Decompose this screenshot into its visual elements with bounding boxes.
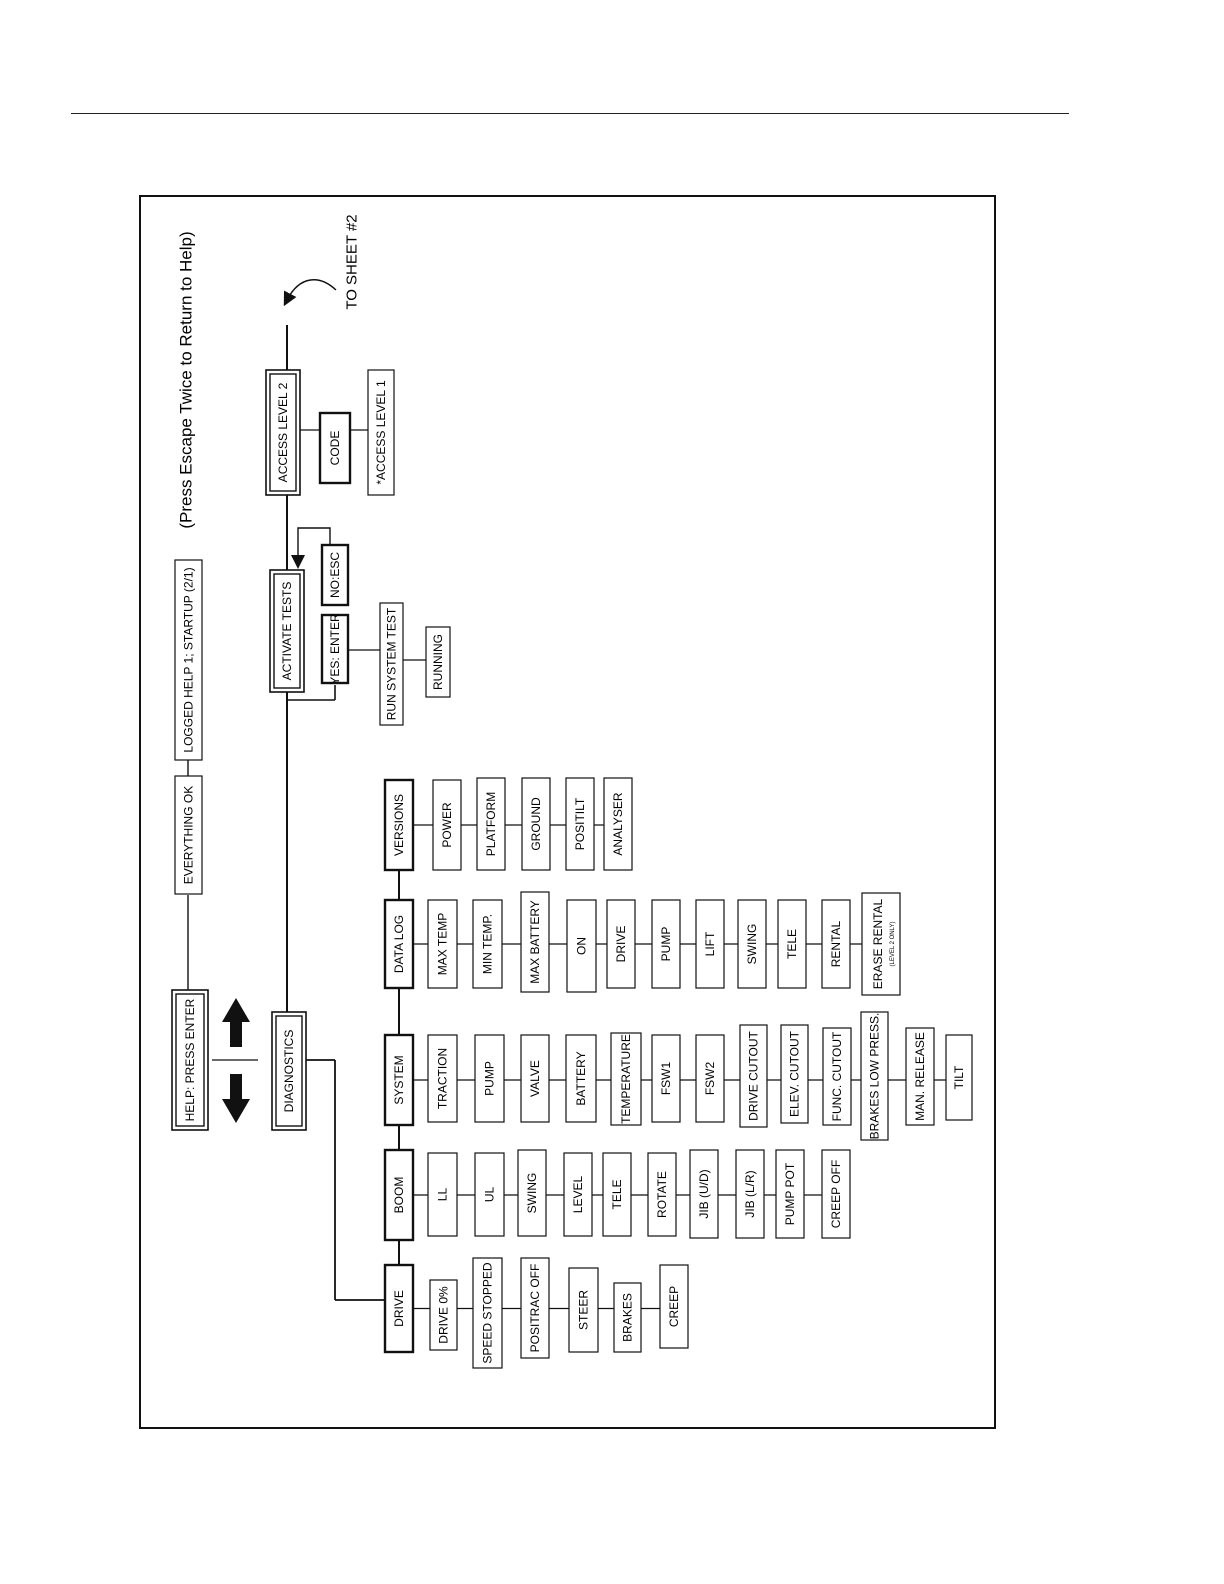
menu-datalog-item: SWING [745,923,759,965]
menu-system-item: FSW2 [703,1061,717,1096]
menu-versions-item: POWER [440,802,454,848]
erase-rental-note: (LEVEL 2 ONLY) [890,921,896,967]
menu-system-item: TILT [952,1065,966,1090]
menu-datalog-item: LIFT [703,931,717,957]
menu-versions-item: ANALYSER [611,792,625,856]
menu-datalog-item: MIN TEMP. [480,913,495,975]
up-arrow-icon [222,998,250,1047]
menu-boom-item: TELE [610,1179,624,1210]
help-return-note: (Press Escape Twice to Return to Help) [176,231,196,529]
menu-drive-item: BRAKES [620,1293,635,1342]
menu-system-title-box: SYSTEM [392,1055,406,1105]
activate-tests-box: ACTIVATE TESTS [280,581,294,681]
down-arrow-icon [222,1074,250,1123]
menu-system-item: PUMP [482,1061,497,1096]
menu-boom-item: ROTATE [655,1171,669,1218]
access-level-2-box: ACCESS LEVEL 2 [276,382,290,483]
menu-versions-title-box: VERSIONS [392,793,406,857]
diagnostics-box: DIAGNOSTICS [282,1029,296,1113]
menu-system-item: BRAKES LOW PRESS. [867,1012,882,1140]
menu-system-item: MAN. RELEASE [913,1032,927,1121]
menu-datalog-item: DRIVE [614,925,628,963]
menu-boom-item: JIB (L/R) [743,1170,757,1218]
menu-datalog-title-box: DATA LOG [392,914,406,974]
menu-boom-item: LL [435,1187,450,1202]
menu-drive-item: DRIVE 0% [436,1286,451,1344]
menu-datalog-item: ERASE RENTAL [871,898,885,990]
help-box: HELP: PRESS ENTER [183,998,197,1122]
menu-system-item: ELEV. CUTOUT [787,1030,802,1118]
menu-datalog-item: TELE [785,928,799,960]
menu-versions-item: POSITILT [573,797,587,851]
menu-versions-item: PLATFORM [484,791,498,857]
menu-drive-item: CREEP [667,1285,681,1328]
menu-versions-item: GROUND [529,797,543,851]
menu-drive-item: STEER [576,1289,591,1331]
logged-help-box: LOGGED HELP 1; STARTUP (2/1) [181,567,196,753]
no-esc-box: NO:ESC [328,551,342,599]
menu-boom-item: JIB (U/D) [697,1169,711,1219]
menu-system-item: TEMPERATURE [619,1034,633,1124]
yes-enter-box: YES: ENTER [328,613,342,685]
menu-drive-item: SPEED STOPPED [480,1262,495,1364]
to-sheet-label: TO SHEET #2 [343,214,361,310]
menu-datalog-item: MAX TEMP [435,912,450,976]
menu-system-item: TRACTION [435,1047,450,1110]
menu-system-item: FSW1 [659,1061,673,1096]
code-box: CODE [328,430,342,466]
running-box: RUNNING [431,634,445,690]
menu-boom-item: PUMP POT [783,1162,797,1226]
menu-datalog-item: PUMP [659,926,673,962]
everything-ok-box: EVERYTHING OK [181,785,196,885]
menu-system-item: BATTERY [574,1051,588,1106]
access-level-1-box: *ACCESS LEVEL 1 [374,380,388,485]
menu-drive-title-box: DRIVE [392,1290,406,1327]
menu-system-item: VALVE [528,1060,542,1097]
menu-system-item: DRIVE CUTOUT [746,1031,761,1121]
menu-datalog-item: RENTAL [829,920,843,968]
run-system-test-box: RUN SYSTEM TEST [384,607,399,721]
menu-drive-item: POSITRAC OFF [528,1263,542,1353]
menu-boom-title-box: BOOM [392,1176,406,1214]
menu-boom-item: SWING [525,1172,539,1214]
to-sheet-arrow-icon [287,280,336,300]
menu-boom-item: CREEP OFF [829,1159,843,1229]
menu-datalog-item: ON [574,937,589,955]
menu-system-item: FUNC. CUTOUT [830,1031,844,1122]
menu-boom-item: UL [482,1186,497,1203]
menu-boom-item: LEVEL [571,1175,585,1214]
menu-datalog-item: MAX BATTERY [528,900,542,984]
